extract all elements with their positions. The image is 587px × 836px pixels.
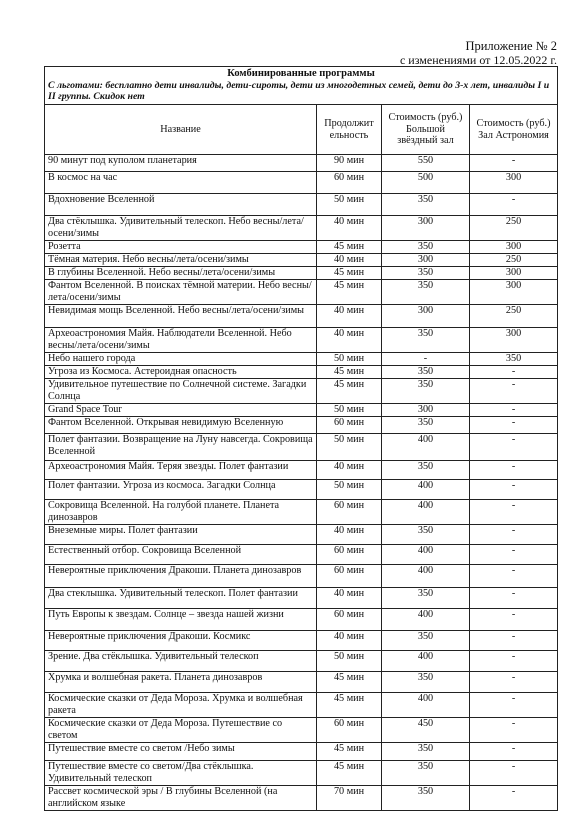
price-astronomy-hall: 250	[470, 216, 558, 241]
table-row	[45, 366, 558, 379]
price-big-hall: 400	[382, 545, 470, 565]
price-astronomy-hall: -	[470, 565, 558, 588]
price-astronomy-hall: -	[470, 480, 558, 500]
program-name: Археоастрономия Майя. Наблюдатели Вселенной. Небо весны/лета/осени/зимы	[45, 328, 317, 353]
price-big-hall: 400	[382, 434, 470, 461]
program-duration: 45 мин	[317, 280, 382, 305]
price-big-hall: 300	[382, 305, 470, 328]
table-row	[45, 241, 558, 254]
price-big-hall: 400	[382, 565, 470, 588]
program-duration: 50 мин	[317, 404, 382, 417]
program-name: Естественный отбор. Сокровища Вселенной	[45, 545, 317, 565]
table-row	[45, 588, 558, 609]
table-row	[45, 404, 558, 417]
table-row	[45, 155, 558, 172]
program-duration: 50 мин	[317, 353, 382, 366]
program-name: Путешествие вместе со светом /Небо зимы	[45, 743, 317, 761]
price-big-hall: 400	[382, 480, 470, 500]
price-astronomy-hall: -	[470, 417, 558, 434]
table-row	[45, 761, 558, 786]
changes-date: с изменениями от 12.05.2022 г.	[399, 53, 557, 67]
program-name: Удивительное путешествие по Солнечной системе. Загадки Солнца	[45, 379, 317, 404]
price-big-hall: 350	[382, 280, 470, 305]
program-duration: 60 мин	[317, 565, 382, 588]
price-astronomy-hall: -	[470, 545, 558, 565]
program-duration: 40 мин	[317, 328, 382, 353]
price-astronomy-hall: -	[470, 761, 558, 786]
price-big-hall: 350	[382, 267, 470, 280]
price-astronomy-hall: -	[470, 500, 558, 525]
price-astronomy-hall: -	[470, 631, 558, 651]
price-big-hall: 400	[382, 693, 470, 718]
program-name: Тёмная материя. Небо весны/лета/осени/зимы	[45, 254, 317, 267]
program-name: Внеземные миры. Полет фантазии	[45, 525, 317, 545]
program-name: В глубины Вселенной. Небо весны/лета/осени/зимы	[45, 267, 317, 280]
program-name: В космос на час	[45, 172, 317, 194]
table-row	[45, 545, 558, 565]
table-row	[45, 651, 558, 672]
price-astronomy-hall: -	[470, 194, 558, 216]
price-astronomy-hall: -	[470, 155, 558, 172]
price-big-hall: 350	[382, 761, 470, 786]
table-row	[45, 631, 558, 651]
appendix-number: Приложение № 2	[465, 39, 557, 53]
program-duration: 60 мин	[317, 609, 382, 631]
price-big-hall: 350	[382, 379, 470, 404]
table-row	[45, 254, 558, 267]
price-big-hall: 350	[382, 241, 470, 254]
program-duration: 40 мин	[317, 254, 382, 267]
program-name: 90 минут под куполом планетария	[45, 155, 317, 172]
price-big-hall: 350	[382, 672, 470, 693]
table-row	[45, 305, 558, 328]
table-row	[45, 786, 558, 811]
program-name: Два стеклышка. Удивительный телескоп. Полет фантазии	[45, 588, 317, 609]
program-duration: 45 мин	[317, 693, 382, 718]
program-duration: 50 мин	[317, 194, 382, 216]
table-row	[45, 461, 558, 480]
program-duration: 40 мин	[317, 588, 382, 609]
program-name: Розетта	[45, 241, 317, 254]
program-name: Grand Space Tour	[45, 404, 317, 417]
price-astronomy-hall: 250	[470, 305, 558, 328]
table-row	[45, 500, 558, 525]
program-duration: 50 мин	[317, 651, 382, 672]
program-name: Вдохновение Вселенной	[45, 194, 317, 216]
price-astronomy-hall: 350	[470, 353, 558, 366]
price-big-hall: 350	[382, 366, 470, 379]
table-row	[45, 267, 558, 280]
program-name: Небо нашего города	[45, 353, 317, 366]
price-astronomy-hall: -	[470, 366, 558, 379]
program-duration: 50 мин	[317, 434, 382, 461]
table-row	[45, 718, 558, 743]
column-header-price-astronomy-hall: Стоимость (руб.) Зал Астрономия	[470, 105, 558, 155]
table-title: Комбинированные программы	[45, 67, 558, 81]
table-row	[45, 216, 558, 241]
table-row	[45, 417, 558, 434]
price-astronomy-hall: 300	[470, 328, 558, 353]
price-big-hall: 350	[382, 194, 470, 216]
price-big-hall: 400	[382, 500, 470, 525]
price-big-hall: 450	[382, 718, 470, 743]
program-duration: 45 мин	[317, 366, 382, 379]
price-astronomy-hall: -	[470, 743, 558, 761]
price-big-hall: 350	[382, 786, 470, 811]
table-row	[45, 172, 558, 194]
program-duration: 40 мин	[317, 461, 382, 480]
price-big-hall: 350	[382, 328, 470, 353]
program-duration: 45 мин	[317, 267, 382, 280]
price-astronomy-hall: -	[470, 672, 558, 693]
price-astronomy-hall: -	[470, 718, 558, 743]
price-astronomy-hall: 300	[470, 267, 558, 280]
program-duration: 45 мин	[317, 743, 382, 761]
table-row	[45, 194, 558, 216]
price-astronomy-hall: -	[470, 525, 558, 545]
program-name: Сокровища Вселенной. На голубой планете. Планета динозавров	[45, 500, 317, 525]
price-astronomy-hall: 300	[470, 241, 558, 254]
program-duration: 50 мин	[317, 480, 382, 500]
program-duration: 45 мин	[317, 672, 382, 693]
table-row	[45, 280, 558, 305]
table-row	[45, 434, 558, 461]
program-duration: 60 мин	[317, 718, 382, 743]
price-big-hall: 350	[382, 743, 470, 761]
program-name: Путь Европы к звездам. Солнце – звезда нашей жизни	[45, 609, 317, 631]
benefits-note: С льготами: бесплатно дети инвалиды, дети-сироты, дети из многодетных семей, дети до 3-х лет, инвалиды I и II группы. Скидок нет	[45, 80, 558, 105]
table-row	[45, 379, 558, 404]
price-big-hall: 350	[382, 588, 470, 609]
table-row	[45, 672, 558, 693]
program-name: Полет фантазии. Возвращение на Луну навсегда. Сокровища Вселенной	[45, 434, 317, 461]
table-row	[45, 480, 558, 500]
price-astronomy-hall: -	[470, 651, 558, 672]
program-duration: 45 мин	[317, 379, 382, 404]
price-astronomy-hall: -	[470, 379, 558, 404]
program-duration: 70 мин	[317, 786, 382, 811]
program-duration: 90 мин	[317, 155, 382, 172]
price-big-hall: 350	[382, 417, 470, 434]
program-duration: 45 мин	[317, 241, 382, 254]
price-big-hall: 400	[382, 651, 470, 672]
program-duration: 60 мин	[317, 545, 382, 565]
program-duration: 60 мин	[317, 500, 382, 525]
program-duration: 40 мин	[317, 631, 382, 651]
table-row	[45, 609, 558, 631]
price-big-hall: 350	[382, 461, 470, 480]
price-astronomy-hall: -	[470, 786, 558, 811]
price-big-hall: 300	[382, 404, 470, 417]
program-duration: 40 мин	[317, 305, 382, 328]
program-name: Фантом Вселенной. Открывая невидимую Вселенную	[45, 417, 317, 434]
table-row	[45, 353, 558, 366]
column-header-name: Название	[45, 105, 317, 155]
program-name: Фантом Вселенной. В поисках тёмной материи. Небо весны/лета/осени/зимы	[45, 280, 317, 305]
price-big-hall: 550	[382, 155, 470, 172]
program-name: Зрение. Два стёклышка. Удивительный телескоп	[45, 651, 317, 672]
column-header-price-big-hall: Стоимость (руб.) Большой звёздный зал	[382, 105, 470, 155]
program-duration: 40 мин	[317, 525, 382, 545]
column-header-duration: Продолжит ельность	[317, 105, 382, 155]
price-astronomy-hall: -	[470, 693, 558, 718]
program-name: Два стёклышка. Удивительный телескоп. Небо весны/лета/осени/зимы	[45, 216, 317, 241]
program-name: Невероятные приключения Дракоши. Планета динозавров	[45, 565, 317, 588]
program-name: Космические сказки от Деда Мороза. Хрумка и волшебная ракета	[45, 693, 317, 718]
table-row	[45, 743, 558, 761]
table-row	[45, 693, 558, 718]
price-big-hall: 500	[382, 172, 470, 194]
price-astronomy-hall: -	[470, 588, 558, 609]
price-big-hall: 300	[382, 216, 470, 241]
program-duration: 40 мин	[317, 216, 382, 241]
program-name: Путешествие вместе со светом/Два стёклышка. Удивительный телескоп	[45, 761, 317, 786]
price-astronomy-hall: -	[470, 404, 558, 417]
program-name: Полет фантазии. Угроза из космоса. Загадки Солнца	[45, 480, 317, 500]
table-row	[45, 565, 558, 588]
price-astronomy-hall: -	[470, 434, 558, 461]
program-duration: 45 мин	[317, 761, 382, 786]
price-big-hall: 350	[382, 631, 470, 651]
price-big-hall: 300	[382, 254, 470, 267]
program-name: Угроза из Космоса. Астероидная опасность	[45, 366, 317, 379]
price-big-hall: 350	[382, 525, 470, 545]
program-name: Невидимая мощь Вселенной. Небо весны/лета/осени/зимы	[45, 305, 317, 328]
price-astronomy-hall: 300	[470, 172, 558, 194]
program-name: Хрумка и волшебная ракета. Планета динозавров	[45, 672, 317, 693]
table-row	[45, 328, 558, 353]
table-row	[45, 525, 558, 545]
program-name: Невероятные приключения Дракоши. Космикс	[45, 631, 317, 651]
price-big-hall: -	[382, 353, 470, 366]
program-name: Рассвет космической эры / В глубины Вселенной (на английском языке	[45, 786, 317, 811]
price-astronomy-hall: 300	[470, 280, 558, 305]
program-duration: 60 мин	[317, 172, 382, 194]
price-astronomy-hall: -	[470, 461, 558, 480]
price-big-hall: 400	[382, 609, 470, 631]
price-astronomy-hall: -	[470, 609, 558, 631]
price-table	[44, 66, 558, 811]
program-name: Космические сказки от Деда Мороза. Путешествие со светом	[45, 718, 317, 743]
program-name: Археоастрономия Майя. Теряя звезды. Полет фантазии	[45, 461, 317, 480]
price-astronomy-hall: 250	[470, 254, 558, 267]
program-duration: 60 мин	[317, 417, 382, 434]
